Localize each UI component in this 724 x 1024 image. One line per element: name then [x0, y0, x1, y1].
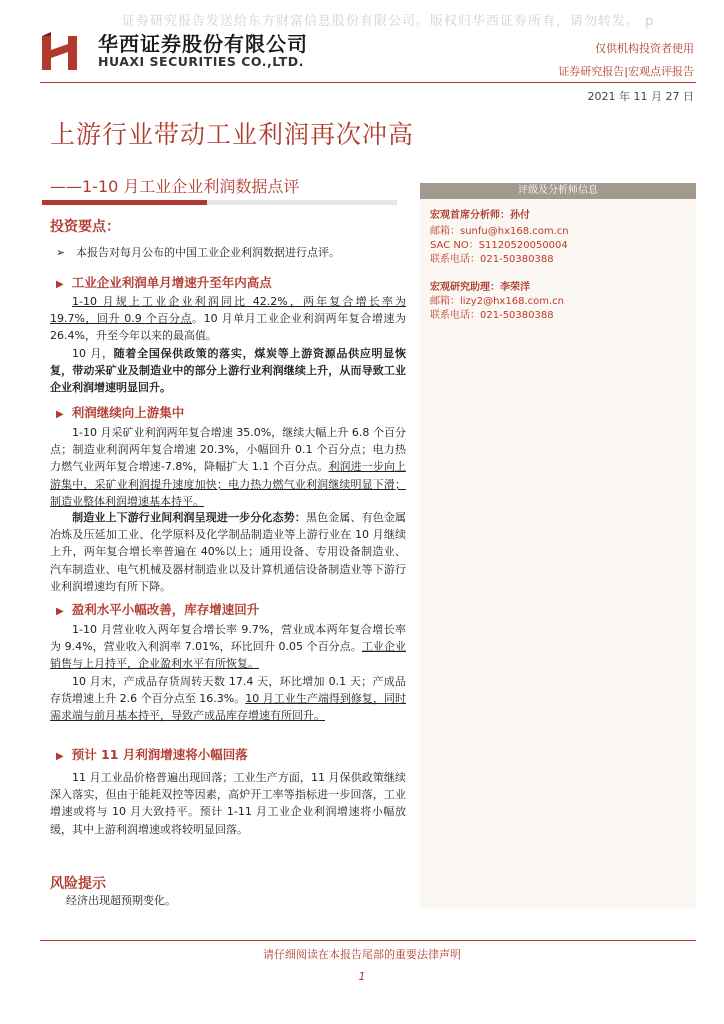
- triangle-icon: ▶: [56, 606, 64, 617]
- section-3-para-1: [50, 621, 406, 673]
- analyst1-email[interactable]: 邮箱：sunfu@hx168.com.cn: [430, 226, 569, 237]
- s2-p2-bold: 制造业上下游行业间利润呈现进一步分化态势：: [72, 511, 306, 524]
- s3-p2-highlight: 10 月工业生产端得到修复，同时需求端与前月基本持平，导致产成品库存增速有所回升。: [50, 692, 406, 723]
- s2-p1-highlight: 利润进一步向上游集中，采矿业利润提升速度加快；电力热力燃气业利润继续明显下滑；制造业整体利润增速基本持平。: [50, 460, 407, 508]
- s2-p1-plain: 1-10 月采矿业利润两年复合增速 35.0%，继续大幅上升 6.8 个百分点；制造业利润两年复合增速 20.3%，小幅回升 0.1 个百分点；电力热力燃气业两年复合增速-7.8%，降幅扩大 1.1 个百分点。: [50, 426, 406, 474]
- s3-p1-highlight: 工业企业销售与上月持平，企业盈利水平有所恢复。: [50, 640, 407, 671]
- report-category: 证券研究报告|宏观点评报告: [558, 65, 694, 78]
- subtitle-rule-accent: [42, 200, 207, 205]
- triangle-icon: ▶: [56, 409, 64, 420]
- report-date: 2021 年 11 月 27 日: [587, 90, 694, 103]
- s1-rest: 。10 月单月工业企业利润两年复合增速为 26.4%，升至今年以来的最高值。: [50, 312, 406, 343]
- report-subtitle: ——1-10 月工业企业利润数据点评: [50, 177, 300, 196]
- section-3-heading: [56, 600, 259, 618]
- section-1-para-1: [50, 293, 406, 345]
- section-2-title: 利润继续向上游集中: [71, 405, 185, 420]
- section-1-para-2: [50, 345, 406, 397]
- footer-divider: [40, 940, 696, 941]
- huaxi-logo-icon: [40, 30, 80, 72]
- triangle-icon: ▶: [56, 751, 64, 762]
- header-divider: [40, 82, 696, 83]
- s1-highlight: 1-10 月规上工业企业利润同比 42.2%，两年复合增长率为 19.7%，回升 0.9 个百分点: [50, 295, 406, 326]
- invest-heading: 投资要点：: [50, 219, 120, 235]
- analyst2-phone: 联系电话：021-50380388: [430, 310, 554, 321]
- analyst2-email[interactable]: 邮箱：lizy2@hx168.com.cn: [430, 296, 564, 307]
- company-name-en: HUAXI SECURITIES CO.,LTD.: [98, 54, 304, 69]
- section-2-heading: [56, 403, 184, 421]
- s1-p2-bold: 随着全国保供政策的落实，煤炭等上游资源品供应明显恢复，带动采矿业及制造业中的部分上游行业利润继续上升，从而导致工业企业利润增速明显回升。: [50, 347, 407, 395]
- section-3-para-2: [50, 673, 406, 725]
- section-4-para-1: [50, 769, 406, 838]
- triangle-icon: ▶: [56, 279, 64, 290]
- bullet-arrow-icon: ➢: [56, 246, 66, 259]
- analyst2-role: 宏观研究助理：李荣洋: [430, 282, 530, 293]
- section-1-heading: [56, 273, 272, 291]
- watermark: 证券研究报告发送给东方财富信息股份有限公司。版权归华西证券所有，请勿转发。 p: [122, 14, 655, 29]
- section-4-title: 预计 11 月利润增速将小幅回落: [71, 747, 248, 762]
- s3-p2-plain: 10 月末，产成品存货周转天数 17.4 天，环比增加 0.1 天；产成品存货增速上升 2.6 个百分点至 16.3%。: [50, 675, 406, 706]
- section-1-title: 工业企业利润单月增速升至年内高点: [71, 275, 272, 290]
- s4-p1: 11 月工业品价格普遍出现回落；工业生产方面，11 月保供政策继续深入落实，但由于能耗双控等因素，高炉开工率等指标进一步回落，工业增速或将与 10 月大致持平。预计 1-11 月工业企业利润增速将小幅放缓，其中上游利润增速或将较明显回落。: [50, 771, 406, 836]
- analyst1-role: 宏观首席分析师：孙付: [430, 210, 530, 221]
- section-2-para-1: [50, 424, 406, 510]
- risk-text: 经济出现超预期变化。: [66, 894, 176, 907]
- intro-bullet: 本报告对每月公布的中国工业企业利润数据进行点评。: [76, 246, 340, 259]
- analyst1-sac: SAC NO：S1120520050004: [430, 240, 568, 251]
- s1-p2-lead: 10 月，: [72, 347, 114, 360]
- section-4-heading: [56, 745, 248, 763]
- section-2-para-2: [50, 509, 406, 595]
- legal-notice[interactable]: 请仔细阅读在本报告尾部的重要法律声明: [263, 948, 461, 961]
- company-name-cn: 华西证券股份有限公司: [98, 32, 308, 56]
- analyst-panel-header: 评级及分析师信息: [420, 183, 696, 199]
- s2-p2-rest: 黑色金属、有色金属冶炼及压延加工业、化学原料及化学制品制造业等上游行业在 10 月继续上升，两年复合增长率普遍在 40%以上；通用设备、专用设备制造业、汽车制造业、电气机械及器材制造业以及计算机通信设备制造业等下游行业利润增速均有所下降。: [50, 511, 407, 593]
- analyst1-phone: 联系电话：021-50380388: [430, 254, 554, 265]
- page-number: 1: [358, 970, 366, 983]
- report-title: 上游行业带动工业利润再次冲高: [50, 120, 415, 149]
- section-3-title: 盈利水平小幅改善，库存增速回升: [71, 602, 260, 617]
- audience-label: 仅供机构投资者使用: [595, 42, 694, 55]
- risk-heading: 风险提示: [50, 876, 106, 892]
- s3-p1-plain: 1-10 月营业收入两年复合增长率 9.7%，营业成本两年复合增长率为 9.4%，营业收入利润率 7.01%，环比回升 0.05 个百分点。: [50, 623, 406, 654]
